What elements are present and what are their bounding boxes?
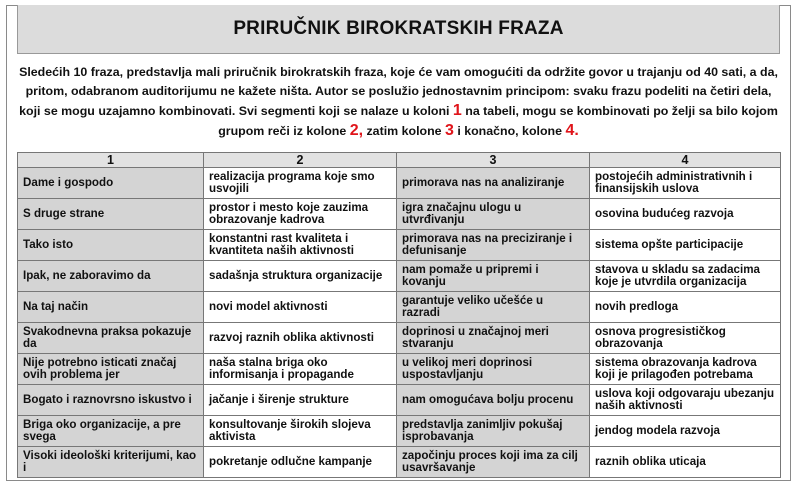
table-cell: Na taj način bbox=[18, 292, 204, 323]
table-cell: Tako isto bbox=[18, 230, 204, 261]
table-cell: Nije potrebno isticati značaj ovih problema jer bbox=[18, 354, 204, 385]
column-number-4: 4. bbox=[565, 122, 579, 139]
table-row bbox=[18, 199, 781, 230]
table-cell: garantuje veliko učešće u razradi bbox=[397, 292, 590, 323]
table-cell: u velikoj meri doprinosi uspostavljanju bbox=[397, 354, 590, 385]
table-cell: uslova koji odgovaraju ubezanju naših aktivnosti bbox=[590, 385, 781, 416]
table-cell: primorava nas na preciziranje i defunisanje bbox=[397, 230, 590, 261]
table-cell: primorava nas na analiziranje bbox=[397, 168, 590, 199]
table-cell: Briga oko organizacije, a pre svega bbox=[18, 416, 204, 447]
table-cell: započinju proces koji ima za cilj usavršavanje bbox=[397, 447, 590, 478]
table-cell: Svakodnevna praksa pokazuje da bbox=[18, 323, 204, 354]
table-cell: prostor i mesto koje zauzima obrazovanje kadrova bbox=[204, 199, 397, 230]
table-header-row bbox=[18, 153, 781, 168]
column-number-1: 1 bbox=[452, 102, 462, 119]
title-bar bbox=[17, 5, 780, 54]
table-row bbox=[18, 416, 781, 447]
table-row bbox=[18, 168, 781, 199]
table-cell: Visoki ideološki kriterijumi, kao i bbox=[18, 447, 204, 478]
intro-text: zatim kolone bbox=[363, 124, 445, 138]
table-cell: konsultovanje širokih slojeva aktivista bbox=[204, 416, 397, 447]
table-cell: osnova progresističkog obrazovanja bbox=[590, 323, 781, 354]
column-header-4: 4 bbox=[590, 153, 781, 168]
table-cell: Bogato i raznovrsno iskustvo i bbox=[18, 385, 204, 416]
table-cell: nam pomaže u pripremi i kovanju bbox=[397, 261, 590, 292]
phrase-table bbox=[17, 152, 781, 478]
page-title: PRIRUČNIK BIROKRATSKIH FRAZA bbox=[233, 18, 564, 39]
table-cell: sistema obrazovanja kadrova koji je prilagođen potrebama bbox=[590, 354, 781, 385]
table-cell: jačanje i širenje strukture bbox=[204, 385, 397, 416]
table-row bbox=[18, 323, 781, 354]
table-cell: doprinosi u značajnoj meri stvaranju bbox=[397, 323, 590, 354]
table-cell: pokretanje odlučne kampanje bbox=[204, 447, 397, 478]
table-cell: naša stalna briga oko informisanja i propagande bbox=[204, 354, 397, 385]
table-cell: nam omogućava bolju procenu bbox=[397, 385, 590, 416]
table-cell: razvoj raznih oblika aktivnosti bbox=[204, 323, 397, 354]
column-header-1: 1 bbox=[18, 153, 204, 168]
table-cell: raznih oblika uticaja bbox=[590, 447, 781, 478]
table-cell: realizacija programa koje smo usvojili bbox=[204, 168, 397, 199]
intro-text: Sledećih 10 fraza, predstavlja mali priručnik birokratskih fraza, koje će vam omogućiti da održite govor u trajanju od 40 sati, a da, pritom, odabranom auditorijumu ne kažete ništa. Autor se poslužio jednostavnim principom: svaku frazu podeliti na četiri dela, koji se mogu uzajamno kombinovati. Svi segmenti koji se nalaze u koloni bbox=[19, 65, 778, 118]
table-cell: igra značajnu ulogu u utvrđivanju bbox=[397, 199, 590, 230]
table-cell: sadašnja struktura organizacije bbox=[204, 261, 397, 292]
intro-text: i konačno, kolone bbox=[453, 124, 566, 138]
column-number-3: 3 bbox=[444, 122, 454, 139]
table-cell: Dame i gospodo bbox=[18, 168, 204, 199]
table-row bbox=[18, 354, 781, 385]
column-number-2: 2, bbox=[349, 122, 364, 139]
table-row bbox=[18, 230, 781, 261]
table-cell: S druge strane bbox=[18, 199, 204, 230]
table-cell: jendog modela razvoja bbox=[590, 416, 781, 447]
table-cell: konstantni rast kvaliteta i kvantiteta naših aktivnosti bbox=[204, 230, 397, 261]
table-row bbox=[18, 447, 781, 478]
column-header-2: 2 bbox=[204, 153, 397, 168]
table-cell: osovina budućeg razvoja bbox=[590, 199, 781, 230]
table-cell: novi model aktivnosti bbox=[204, 292, 397, 323]
table-cell: Ipak, ne zaboravimo da bbox=[18, 261, 204, 292]
table-row bbox=[18, 385, 781, 416]
table-row bbox=[18, 261, 781, 292]
table-row bbox=[18, 292, 781, 323]
table-cell: postojećih administrativnih i finansijskih uslova bbox=[590, 168, 781, 199]
table-cell: stavova u skladu sa zadacima koje je utvrdila organizacija bbox=[590, 261, 781, 292]
intro-paragraph bbox=[17, 63, 780, 141]
table-cell: sistema opšte participacije bbox=[590, 230, 781, 261]
column-header-3: 3 bbox=[397, 153, 590, 168]
table-cell: novih predloga bbox=[590, 292, 781, 323]
table-cell: predstavlja zanimljiv pokušaj isprobavanja bbox=[397, 416, 590, 447]
intro-text: na tabeli, mogu se kombinovati po želji sa bilo kojom grupom reči iz kolone bbox=[218, 104, 778, 138]
